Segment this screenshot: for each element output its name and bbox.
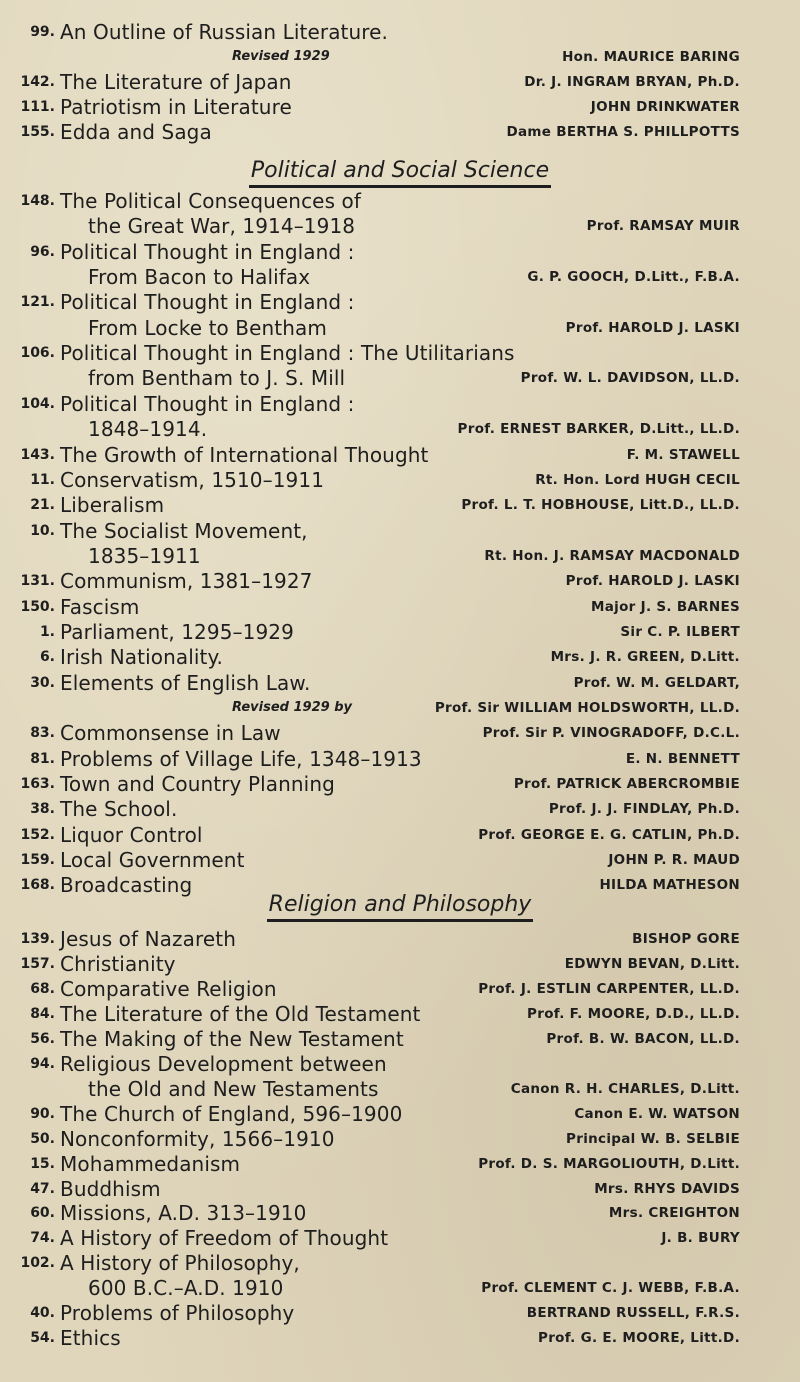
entry-title: Religious Development between [60,1051,387,1076]
list-entry [0,493,800,517]
entry-title: Patriotism in Literature [60,95,292,119]
list-entry [0,1251,800,1275]
list-entry [0,95,800,119]
revision-note: Revised 1929 by [232,700,352,715]
entry-number: 143. [20,446,55,463]
entry-number: 157. [20,955,55,972]
entry-number: 40. [30,1305,55,1322]
entry-author: Principal W. B. SELBIE [566,1130,740,1147]
entry-number: 56. [30,1030,55,1047]
entry-author: Hon. MAURICE BARING [562,49,740,65]
entry-author: HILDA MATHESON [599,877,740,894]
entry-author: Prof. PATRICK ABERCROMBIE [513,776,740,793]
entry-title: Parliament, 1295–1929 [60,619,294,644]
list-entry [0,240,800,264]
entry-title: The Literature of the Old Testament [60,1001,421,1026]
revision-note: Revised 1929 [232,49,330,64]
entry-title: From Bacon to Halifax [88,265,311,290]
entry-author: Prof. F. MOORE, D.D., LL.D. [527,1005,740,1022]
entry-number: 84. [30,1005,55,1022]
list-entry [0,290,800,314]
list-entry [0,1102,800,1126]
list-entry [0,468,800,492]
list-entry [0,1276,800,1300]
list-entry [0,120,800,144]
entry-number: 81. [30,750,55,767]
list-entry [0,544,800,568]
entry-number: 68. [30,980,55,997]
list-entry [0,977,800,1001]
list-entry [0,70,800,94]
entry-author: Prof. W. L. DAVIDSON, LL.D. [520,370,740,387]
entry-number: 139. [20,931,55,947]
entry-title: Mohammedanism [60,1151,241,1176]
list-entry [0,366,800,390]
entry-number: 142. [20,74,55,90]
list-entry [0,671,800,695]
entry-title: The School. [60,797,178,822]
entry-title: Commonsense in Law [60,721,281,746]
entry-author: Prof. RAMSAY MUIR [586,218,740,235]
entry-number: 54. [30,1330,55,1347]
entry-number: 74. [30,1230,55,1247]
entry-title: Edda and Saga [60,120,212,144]
list-entry [0,392,800,416]
entry-title: Fascism [60,594,140,619]
entry-author: Prof. J. J. FINDLAY, Ph.D. [548,801,740,818]
entry-author: Dame BERTHA S. PHILLPOTTS [506,124,740,140]
list-entry [0,569,800,593]
entry-number: 148. [20,193,55,209]
entry-author: Mrs. J. R. GREEN, D.Litt. [550,649,740,666]
entry-author: Rt. Hon. J. RAMSAY MACDONALD [484,547,740,564]
entry-number: 121. [20,294,55,311]
list-entry [0,45,800,69]
list-entry [0,417,800,441]
entry-author: JOHN DRINKWATER [590,99,740,115]
list-entry [0,1326,800,1350]
list-entry [0,721,800,745]
entry-number: 131. [20,573,55,590]
list-entry [0,443,800,467]
entry-author: Rt. Hon. Lord HUGH CECIL [535,471,740,488]
list-entry [0,927,800,951]
entry-title: Irish Nationality. [60,645,224,670]
entry-number: 47. [30,1180,55,1197]
entry-title: The Church of England, 596–1900 [60,1101,403,1126]
entry-author: Prof. ERNEST BARKER, D.Litt., LL.D. [457,421,740,438]
list-entry [0,696,800,720]
entry-author: Canon R. H. CHARLES, D.Litt. [510,1080,740,1097]
entry-title: Political Thought in England : [60,391,355,416]
list-entry [0,1301,800,1325]
entry-number: 99. [30,24,55,40]
entry-number: 104. [20,395,55,412]
list-entry [0,341,800,365]
list-entry [0,848,800,872]
entry-title: Christianity [60,951,176,976]
section-heading-political: Political and Social Science [0,156,800,188]
list-entry [0,1177,800,1201]
list-entry [0,189,800,213]
entry-author: Mrs. RHYS DAVIDS [594,1180,740,1197]
entry-number: 10. [30,522,55,539]
list-entry [0,1077,800,1101]
entry-author: Prof. HAROLD J. LASKI [565,573,740,590]
entry-title: Local Government [60,848,245,873]
entry-title: Problems of Philosophy [60,1301,295,1326]
entry-title: The Socialist Movement, [60,518,308,543]
entry-number: 15. [30,1155,55,1172]
entry-number: 50. [30,1130,55,1147]
entry-author: Prof. G. E. MOORE, Litt.D. [538,1330,740,1347]
entry-author: Prof. D. S. MARGOLIOUTH, D.Litt. [478,1155,740,1172]
entry-author: Canon E. W. WATSON [574,1105,740,1122]
entry-title: Communism, 1381–1927 [60,569,313,594]
entry-title: from Bentham to J. S. Mill [88,366,346,391]
entry-title: Missions, A.D. 313–1910 [60,1201,307,1226]
entry-number: 150. [20,598,55,615]
list-entry [0,1052,800,1076]
entry-author: EDWYN BEVAN, D.Litt. [564,955,740,972]
entry-number: 152. [20,826,55,843]
entry-title: 600 B.C.–A.D. 1910 [88,1276,284,1301]
entry-number: 30. [30,674,55,691]
entry-number: 106. [20,345,55,362]
entry-author: Prof. B. W. BACON, LL.D. [546,1030,740,1047]
entry-number: 6. [39,649,55,666]
entry-title: the Great War, 1914–1918 [88,214,356,239]
entry-author: Prof. J. ESTLIN CARPENTER, LL.D. [478,980,740,997]
entry-title: Town and Country Planning [60,772,335,797]
entry-number: 163. [20,776,55,793]
entry-author: Prof. CLEMENT C. J. WEBB, F.B.A. [481,1280,740,1297]
entry-author: Mrs. CREIGHTON [608,1205,740,1222]
entry-title: Ethics [60,1326,121,1351]
entry-author: Prof. GEORGE E. G. CATLIN, Ph.D. [478,826,740,843]
entry-title: A History of Philosophy, [60,1251,300,1276]
entry-author: Dr. J. INGRAM BRYAN, Ph.D. [524,74,740,90]
list-entry [0,1201,800,1225]
entry-title: Comparative Religion [60,976,277,1001]
entry-number: 111. [20,99,55,115]
section-heading-religion: Religion and Philosophy [0,890,800,922]
entry-title: Elements of English Law. [60,670,311,695]
list-entry [0,645,800,669]
entry-title: The Growth of International Thought [60,442,429,467]
entry-title: A History of Freedom of Thought [60,1226,389,1251]
entry-number: 155. [20,124,55,140]
entry-author: JOHN P. R. MAUD [608,852,740,869]
list-entry [0,823,800,847]
list-entry [0,265,800,289]
entry-title: An Outline of Russian Literature. [60,20,389,44]
entry-author: J. B. BURY [661,1230,740,1247]
entry-title: 1848–1914. [88,417,208,442]
entry-title: The Making of the New Testament [60,1026,404,1051]
entry-title: The Political Consequences of [60,189,362,213]
list-entry [0,952,800,976]
list-entry [0,1226,800,1250]
entry-title: 1835–1911 [88,543,201,568]
entry-author: BISHOP GORE [632,931,740,947]
list-entry [0,595,800,619]
entry-number: 96. [30,243,55,260]
list-entry [0,1127,800,1151]
list-entry [0,1002,800,1026]
entry-author: G. P. GOOCH, D.Litt., F.B.A. [527,269,740,286]
entry-title: the Old and New Testaments [88,1076,379,1101]
list-entry [0,1027,800,1051]
entry-title: Nonconformity, 1566–1910 [60,1126,335,1151]
entry-title: Broadcasting [60,873,193,898]
list-entry [0,747,800,771]
entry-author: Prof. W. M. GELDART, [573,674,740,691]
entry-number: 83. [30,725,55,742]
entry-title: Political Thought in England : The Utilitarians [60,341,515,366]
entry-author: Prof. Sir WILLIAM HOLDSWORTH, LL.D. [434,700,740,716]
list-entry [0,214,800,238]
entry-title: The Literature of Japan [60,70,292,94]
entry-title: Liquor Control [60,822,203,847]
list-entry [0,772,800,796]
entry-number: 21. [30,497,55,514]
list-entry [0,620,800,644]
entry-author: F. M. STAWELL [626,446,740,463]
entry-number: 94. [30,1055,55,1072]
entry-title: Political Thought in England : [60,239,355,264]
entry-number: 60. [30,1205,55,1222]
entry-author: Prof. L. T. HOBHOUSE, Litt.D., LL.D. [461,497,740,514]
entry-author: Major J. S. BARNES [591,598,740,615]
list-entry [0,797,800,821]
entry-title: Buddhism [60,1176,161,1201]
entry-title: Jesus of Nazareth [60,927,236,951]
entry-number: 168. [20,877,55,894]
list-entry [0,1152,800,1176]
entry-number: 159. [20,852,55,869]
entry-number: 38. [30,801,55,818]
entry-title: Liberalism [60,493,165,518]
entry-author: Prof. HAROLD J. LASKI [565,319,740,336]
entry-title: Problems of Village Life, 1348–1913 [60,746,422,771]
entry-title: From Locke to Bentham [88,315,327,340]
list-entry [0,519,800,543]
entry-author: Prof. Sir P. VINOGRADOFF, D.C.L. [482,725,740,742]
entry-number: 102. [20,1255,55,1272]
entry-title: Political Thought in England : [60,290,355,315]
entry-number: 11. [30,471,55,488]
list-entry [0,316,800,340]
entry-author: E. N. BENNETT [625,750,740,767]
entry-number: 1. [39,623,55,640]
list-entry [0,20,800,44]
entry-title: Conservatism, 1510–1911 [60,467,325,492]
entry-author: BERTRAND RUSSELL, F.R.S. [526,1305,740,1322]
entry-author: Sir C. P. ILBERT [620,623,740,640]
entry-number: 90. [30,1105,55,1122]
